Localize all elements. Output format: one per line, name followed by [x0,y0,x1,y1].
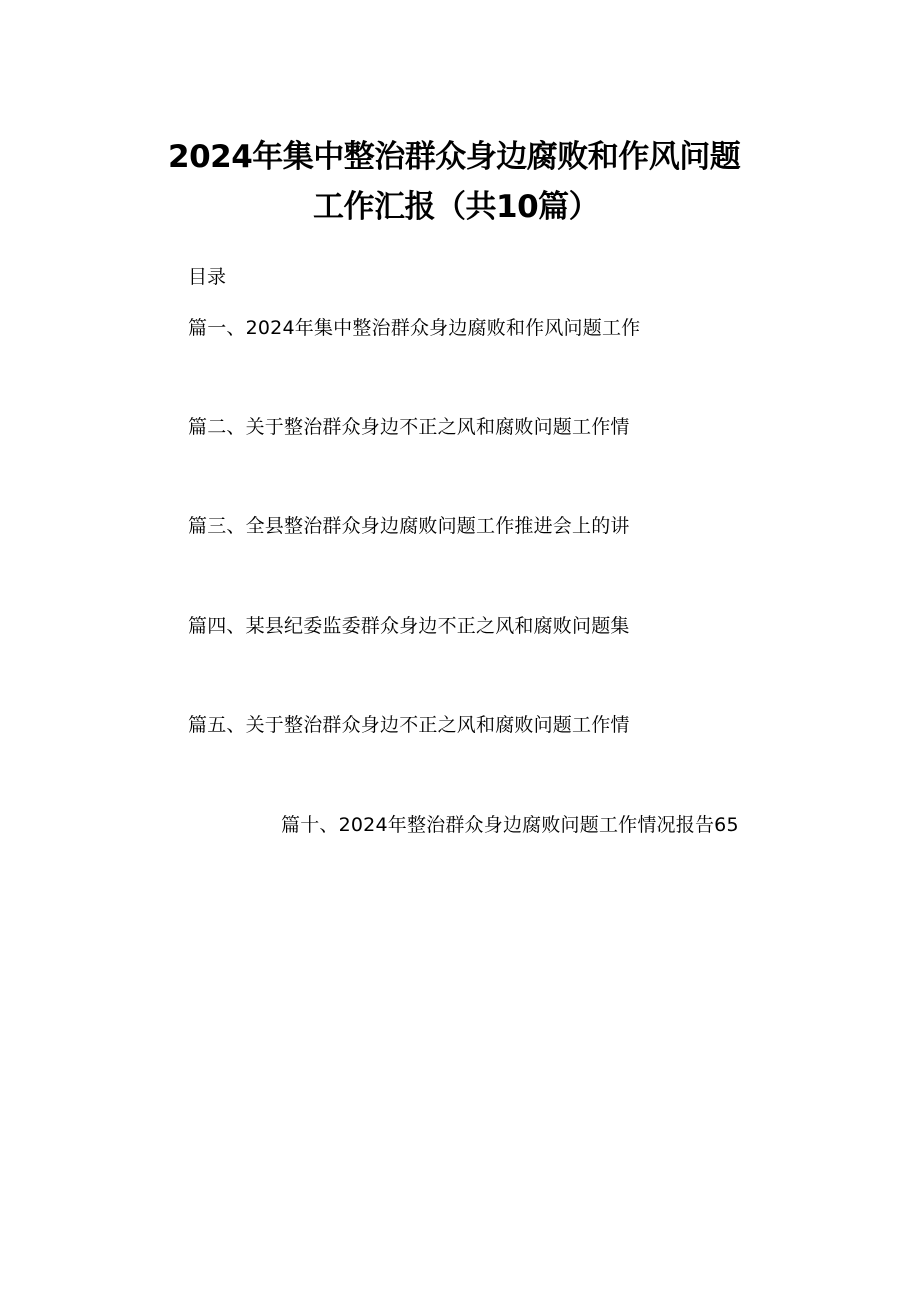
toc-item-10[interactable]: 篇十、2024年整治群众身边腐败问题工作情况报告65 [281,814,739,836]
toc-item-3[interactable]: 篇三、全县整治群众身边腐败问题工作推进会上的讲 [188,515,630,537]
toc-item-1[interactable]: 篇一、2024年集中整治群众身边腐败和作风问题工作 [188,317,641,339]
title-line-2: 工作汇报（共10篇） [313,189,600,225]
title-line-1: 2024年集中整治群众身边腐败和作风问题 [168,139,741,175]
toc-item-4[interactable]: 篇四、某县纪委监委群众身边不正之风和腐败问题集 [188,615,630,637]
toc-heading: 目录 [188,266,227,288]
toc-item-5[interactable]: 篇五、关于整治群众身边不正之风和腐败问题工作情 [188,714,630,736]
toc-item-2[interactable]: 篇二、关于整治群众身边不正之风和腐败问题工作情 [188,416,630,438]
